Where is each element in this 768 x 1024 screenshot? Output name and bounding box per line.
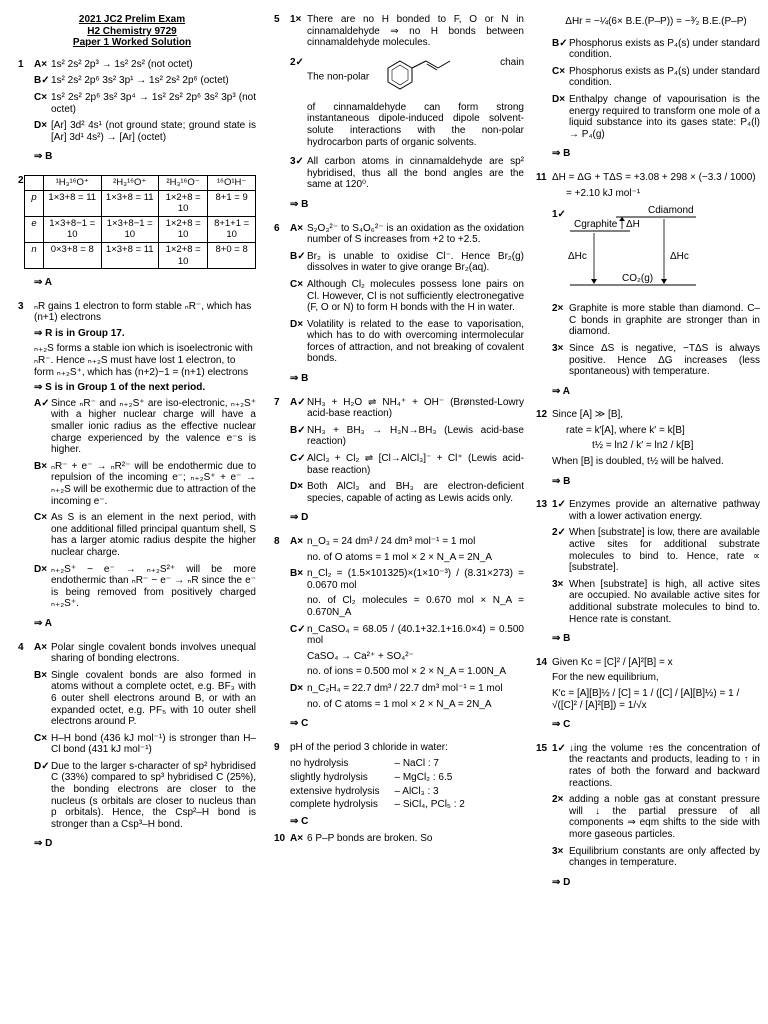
statement-text: When [substrate] is low, there are available active sites for additional substrate molecules to bind to. Hence, rate ∝ [substrate]. — [569, 527, 760, 574]
calc-line: no. of C atoms = 1 mol × 2 × N_A = 2N_A — [307, 698, 492, 710]
statement-label: 2✓ — [290, 56, 304, 68]
cinnamyl-chain-structure-icon — [372, 57, 472, 97]
table-cell: 1×3+8 = 11 — [101, 190, 159, 216]
calc-line: no. of O atoms = 1 mol × 2 × N_A = 2N_A — [307, 551, 493, 563]
option-text: 1s² 2s² 2p³ → 1s² 2s² (not octet) — [51, 58, 193, 70]
option-d — [290, 683, 524, 710]
option-label: C✓ — [290, 453, 306, 465]
statement-3 — [552, 343, 760, 378]
statement-text: ↓ing the volume ↑es the concentration of the reactants and products, leading to ↑ in rates of both the forward and backward reactions. — [569, 742, 760, 789]
statement-text: chain — [500, 56, 524, 68]
statement-label: 2× — [552, 794, 564, 806]
question-12 — [534, 409, 760, 487]
paragraph: When [B] is doubled, t½ will be halved. — [552, 456, 724, 468]
question-15 — [534, 743, 760, 889]
question-9 — [272, 742, 524, 828]
calc-line: no. of ions = 0.500 mol × 2 × N_A = 1.00N_A — [307, 666, 507, 678]
row-label: e — [25, 216, 44, 242]
answer: ⇒ A — [552, 385, 571, 397]
statement-2 — [552, 794, 760, 840]
question-4 — [8, 642, 256, 851]
statement-label: 3× — [552, 578, 564, 590]
option-text: NH₃ + H₂O ⇌ NH₄⁺ + OH⁻ (Brønsted-Lowry acid-base reaction) — [307, 396, 524, 420]
table-cell: – NaCl : 7 — [394, 758, 439, 770]
option-a — [34, 59, 256, 71]
statement-label: 1✓ — [552, 742, 566, 754]
question-8 — [272, 536, 524, 730]
answer: ⇒ B — [552, 148, 571, 160]
option-text: Since ₙR⁻ and ₙ₊₂S⁺ are iso-electronic, ₙ₊₂S⁺ with a higher nuclear charge will have a smaller ionic radius as the effective nuclear charge experienced by the valence e⁻s is higher. — [51, 397, 256, 456]
statement-1 — [552, 743, 760, 789]
option-d — [290, 481, 524, 504]
question-13 — [534, 499, 760, 645]
question-number: 10 — [274, 833, 286, 845]
option-d — [34, 120, 256, 143]
option-label: C× — [290, 278, 304, 290]
option-label: A× — [290, 536, 304, 547]
table-header-cell: ¹H₃¹⁶O⁺ — [44, 175, 102, 190]
option-label: C× — [34, 732, 48, 744]
option-c — [34, 512, 256, 558]
option-d — [34, 564, 256, 610]
table-row — [25, 216, 256, 242]
option-text: 1s² 2s² 2p⁶ 3s² 3p⁴ → 1s² 2s² 2p⁶ 3s² 3p³ (not octet) — [51, 91, 256, 115]
question-5 — [272, 14, 524, 211]
equation: Given Kc = [C]² / [A]²[B] = x — [552, 656, 673, 668]
document-header — [8, 14, 256, 49]
statement-label: 3× — [552, 342, 564, 354]
answer: ⇒ B — [552, 633, 571, 645]
table-cell: 1×2+8 = 10 — [159, 216, 208, 242]
column-middle — [272, 14, 524, 851]
option-text: Volatility is related to the ease to vaporisation, which has to do with overcoming intermolecular forces of attraction, and not breaking of covalent bonds. — [307, 318, 524, 365]
question-number: 8 — [274, 536, 280, 547]
statement-text: Enzymes provide an alternative pathway with a lower activation energy. — [569, 499, 760, 522]
option-label: D× — [34, 120, 48, 132]
question-10 — [272, 833, 524, 845]
co2-label: CO₂(g) — [622, 273, 654, 285]
option-label: D× — [34, 563, 48, 575]
statement-label: 1✓ — [552, 499, 566, 511]
table-cell: 1×3+8 = 11 — [44, 190, 102, 216]
option-label: D× — [552, 93, 566, 105]
option-label: A✓ — [290, 396, 306, 408]
diamond-label: Cdiamond — [648, 205, 694, 217]
option-c — [552, 66, 760, 89]
option-label: D✓ — [34, 760, 50, 772]
column-right — [534, 14, 760, 894]
option-label: A✓ — [34, 397, 50, 409]
option-a — [290, 223, 524, 246]
answer: ⇒ D — [290, 512, 309, 524]
statement-text: There are no H bonded to F, O or N in cinnamaldehyde ⇒ no H bonds between cinnamaldehyde molecules. — [307, 14, 524, 49]
option-c — [34, 92, 256, 115]
equation: ΔH = ΔG + TΔS = +3.08 + 298 × (−3.3 / 1000) — [552, 171, 756, 183]
table-row — [25, 190, 256, 216]
table-header-cell: ²H₃¹⁶O⁺ — [101, 175, 159, 190]
table-cell: no hydrolysis — [290, 758, 349, 770]
option-c — [290, 279, 524, 314]
table-cell: 8+1+1 = 10 — [208, 216, 256, 242]
paragraph: Since [A] ≫ [B], — [552, 409, 624, 421]
particle-count-table — [24, 175, 256, 269]
paragraph: ⇒ S is in Group 1 of the next period. — [34, 382, 206, 394]
statement-2 — [290, 57, 524, 97]
option-label: A× — [34, 641, 48, 653]
answer: ⇒ B — [34, 151, 53, 163]
answer: ⇒ C — [552, 719, 571, 731]
row-label: p — [25, 190, 44, 216]
option-b — [290, 568, 524, 618]
table-cell: – SiCl₄, PCl₅ : 2 — [394, 799, 465, 811]
option-c — [290, 453, 524, 476]
answer: ⇒ D — [552, 876, 571, 888]
calc-line: no. of Cl₂ molecules = 0.670 mol × N_A = 0.670N_A — [307, 595, 524, 618]
delta-hc-label: ΔHc — [670, 251, 689, 263]
equation: ΔHr = −¼(6× B.E.(P–P)) = −³⁄₂ B.E.(P–P) — [565, 16, 747, 27]
option-label: C× — [552, 65, 566, 77]
question-number: 6 — [274, 222, 280, 234]
option-label: C✓ — [290, 623, 306, 635]
equation: K′c = [A][B]½ / [C] = 1 / ([C] / [A][B]½) = 1 / √([C]² / [A]²[B]) = 1/√x — [552, 687, 740, 711]
calc-line: n_Cl₂ = (1.5×101325)×(1×10⁻³) / (8.31×273) = 0.0670 mol — [307, 568, 524, 591]
question-number: 14 — [536, 656, 548, 668]
option-c — [290, 624, 524, 678]
option-a — [290, 397, 524, 420]
statement-3 — [290, 156, 524, 191]
question-number: 9 — [274, 741, 280, 753]
option-a — [34, 642, 256, 665]
paragraph: ⇒ R is in Group 17. — [34, 327, 125, 339]
option-a — [290, 536, 524, 563]
option-label: A× — [290, 833, 304, 845]
table-row — [290, 785, 466, 799]
statement-text: All carbon atoms in cinnamaldehyde are sp² hybridised, thus all the bond angles are the same at 120⁰. — [307, 156, 524, 191]
question-number: 11 — [536, 171, 547, 183]
row-label: n — [25, 242, 44, 268]
question-number: 15 — [536, 742, 548, 754]
option-b — [290, 425, 524, 448]
option-label: A× — [290, 222, 304, 234]
option-text: AlCl₃ + Cl₂ ⇌ [Cl→AlCl₃]⁻ + Cl⁺ (Lewis acid-base reaction) — [307, 453, 524, 476]
table-cell: slightly hydrolysis — [290, 771, 368, 783]
paragraph: ₙR gains 1 electron to form stable ₙR⁻, which has (n+1) electrons — [34, 300, 252, 324]
table-cell: – AlCl₃ : 3 — [394, 785, 439, 797]
answer: ⇒ C — [290, 815, 309, 827]
option-text: NH₃ + BH₃ → H₃N→BH₃ (Lewis acid-base reaction) — [307, 424, 524, 448]
table-cell: 1×3+8 = 11 — [101, 242, 159, 268]
statement-label: 3✓ — [290, 156, 304, 168]
option-label: D× — [290, 481, 304, 493]
statement-text: adding a noble gas at constant pressure will ↓ the partial pressure of all components ⇒ eqm shifts to the side with more gaseous particles. — [569, 794, 760, 840]
statement-2-continued — [290, 102, 524, 148]
table-cell: 8+0 = 8 — [208, 242, 256, 268]
statement-text: Graphite is more stable than diamond. C–C bonds in graphite are stronger than in diamond. — [569, 303, 760, 338]
option-text: 6 P–P bonds are broken. So — [307, 833, 433, 845]
option-text: S₂O₃²⁻ to S₄O₆²⁻ is an oxidation as the oxidation number of S increases from +2 to +2.5. — [307, 222, 524, 246]
statement-3 — [552, 846, 760, 869]
option-label: C× — [34, 91, 48, 103]
option-text: Phosphorus exists as P₄(s) under standard condition. — [569, 65, 760, 89]
option-label: B✓ — [290, 424, 306, 436]
table-cell: 1×3+8−1 = 10 — [101, 216, 159, 242]
option-a — [290, 833, 524, 845]
statement-label: 2× — [552, 303, 564, 315]
option-b — [34, 461, 256, 507]
table-row — [25, 242, 256, 268]
question-11 — [534, 172, 760, 397]
question-number: 12 — [536, 409, 548, 421]
calc-line: n_O₃ = 24 dm³ / 24 dm³ mol⁻¹ = 1 mol — [307, 536, 476, 547]
option-d — [290, 319, 524, 365]
graphite-label: Cgraphite — [574, 219, 618, 231]
option-text: Both AlCl₃ and BH₃ are electron-deficient species, capable of acting as Lewis acids only. — [307, 481, 524, 504]
option-text: Enthalpy change of vapourisation is the energy required to transform one mole of a liquid substance into its gases state: P₄(l) → P₄(g) — [569, 93, 760, 140]
statement-2 — [552, 303, 760, 338]
question-2 — [8, 175, 256, 289]
table-header-row — [25, 175, 256, 190]
option-label: D× — [290, 682, 304, 694]
statement-1 — [552, 499, 760, 522]
statement-text: When [substrate] is high, all active sites are occupied. No available active sites for additional substrate molecules to bind to. Hence rate is constant. — [569, 578, 760, 625]
table-cell: complete hydrolysis — [290, 799, 378, 811]
column-left — [8, 14, 256, 862]
statement-label: 1✓ — [552, 209, 566, 221]
answer: ⇒ B — [290, 198, 309, 210]
option-label: D× — [290, 318, 304, 330]
statement-label: 1× — [290, 14, 302, 25]
table-cell: 0×3+8 = 8 — [44, 242, 102, 268]
delta-h-label: ΔH — [626, 219, 640, 231]
question-number: 3 — [18, 300, 24, 312]
equation: = +2.10 kJ mol⁻¹ — [566, 187, 641, 199]
option-label: B× — [34, 669, 48, 681]
option-text: [Ar] 3d² 4s¹ (not ground state; ground state is [Ar] 3d¹ 4s²) → [Ar] (octet) — [51, 120, 256, 143]
header-line-3: Paper 1 Worked Solution — [72, 37, 192, 49]
option-text: ₙ₊₂S⁺ − e⁻ → ₙ₊₂S²⁺ will be more endothermic than ₙR⁻ − e⁻ → ₙR since the e⁻ is being removed from positively charged ₙ₊₂S⁺. — [51, 563, 256, 610]
statement-1 — [552, 205, 760, 297]
table-row — [290, 798, 466, 812]
option-text: Phosphorus exists as P₄(s) under standard condition. — [569, 37, 760, 61]
table-header-cell: ¹⁶O¹H⁻ — [208, 175, 256, 190]
option-label: C× — [34, 512, 48, 524]
question-number: 5 — [274, 14, 280, 25]
header-line-2: H2 Chemistry 9729 — [87, 25, 177, 37]
table-cell: 1×2+8 = 10 — [159, 242, 208, 268]
option-b — [290, 251, 524, 274]
table-cell: 1×3+8−1 = 10 — [44, 216, 102, 242]
statement-label: 3× — [552, 845, 564, 857]
header-line-1: 2021 JC2 Prelim Exam — [78, 14, 186, 25]
question-number: 13 — [536, 499, 548, 511]
table-cell: extensive hydrolysis — [290, 785, 380, 797]
answer: ⇒ B — [552, 475, 571, 487]
question-14 — [534, 657, 760, 731]
calc-line: n_C₂H₄ = 22.7 dm³ / 22.7 dm³ mol⁻¹ = 1 mol — [307, 682, 503, 694]
table-cell: 8+1 = 9 — [208, 190, 256, 216]
option-text: Br₂ is unable to oxidise Cl⁻. Hence Br₂(g) dissolves in water to give orange Br₂(aq). — [307, 250, 524, 274]
option-text: As S is an element in the next period, with one additional filled principal quantum shell, S has a larger atomic radius despite the higher nuclear charge. — [51, 512, 256, 558]
paragraph: pH of the period 3 chloride in water: — [290, 741, 448, 753]
paragraph: For the new equilibrium, — [552, 672, 659, 684]
table-cell: 1×2+8 = 10 — [159, 190, 208, 216]
delta-hc-label: ΔHc — [568, 251, 587, 263]
answer: ⇒ B — [290, 373, 309, 385]
statement-2 — [552, 527, 760, 573]
answer: ⇒ A — [34, 277, 53, 289]
option-text: Polar single covalent bonds involves unequal sharing of bonding electrons. — [51, 641, 256, 665]
table-header-cell — [25, 175, 44, 190]
question-number: 4 — [18, 641, 24, 653]
statement-text: Since ΔS is negative, −TΔS is always positive. Hence ΔG increases (less spontaneous) with temperature. — [569, 342, 760, 378]
question-10-continued — [534, 16, 760, 160]
question-3 — [8, 301, 256, 630]
option-d — [34, 761, 256, 831]
answer: ⇒ D — [34, 838, 53, 850]
option-b — [34, 75, 256, 87]
option-label: B× — [34, 460, 48, 472]
question-1 — [8, 59, 256, 163]
option-text: Due to the larger s-character of sp² hybridised C (33%) compared to sp³ hybridised C (25%), the bonding electrons are closer to the nucleus (s orbitals are closer to nucleus than p orbitals). Hence, the Csp²–H bond is stronger than a Csp³–H bond. — [51, 760, 256, 830]
statement-3 — [552, 579, 760, 625]
paragraph: ₙ₊₂S forms a stable ion which is isoelectronic with ₙR⁻. Hence ₙ₊₂S must have lost 1 electron, to form ₙ₊₂S⁺, which has (n+2)−1 = (n+1) electrons — [34, 343, 253, 378]
question-number: 7 — [274, 396, 280, 408]
question-7 — [272, 397, 524, 524]
question-number: 2 — [18, 174, 24, 186]
option-d — [552, 94, 760, 140]
option-text: H–H bond (436 kJ mol⁻¹) is stronger than H–Cl bond (431 kJ mol⁻¹) — [51, 732, 256, 756]
option-text: Although Cl₂ molecules possess lone pairs on Cl. However, Cl is not sufficiently electronegative (F, O or N) to form H bonds with the H in water. — [307, 278, 524, 314]
table-row — [290, 757, 466, 771]
option-label: A× — [34, 58, 48, 70]
option-label: B✓ — [34, 75, 50, 87]
option-a — [34, 398, 256, 456]
question-6 — [272, 223, 524, 385]
option-text: Single covalent bonds are also formed in atoms without a complete octet, e.g. BF₃ with 6 outer shell electrons around B, or with an expanded octet, e.g. PF₅ with 10 outer shell electrons around P. — [51, 669, 256, 728]
table-cell: – MgCl₂ : 6.5 — [394, 771, 453, 783]
option-b — [552, 38, 760, 61]
statement-text: of cinnamaldehyde can form strong instantaneous dipole-induced dipole solvent-solute interactions with the non-polar hydrocarbon parts of organic solvents. — [307, 101, 524, 148]
option-text: ₙR⁻ + e⁻ → ₙR²⁻ will be endothermic due to repulsion of the incoming e⁻; ₙ₊₂S⁺ + e⁻ → ₙ₊₂S will be exothermic due to attraction of the incoming e⁻. — [51, 460, 256, 507]
option-label: B× — [290, 568, 304, 580]
option-b — [34, 670, 256, 728]
table-row — [290, 771, 466, 785]
statement-text: The non-polar — [307, 71, 370, 83]
question-number: 1 — [18, 58, 24, 70]
option-label: B✓ — [290, 250, 306, 262]
statement-label: 2✓ — [552, 527, 566, 539]
calc-line: CaSO₄ → Ca²⁺ + SO₄²⁻ — [307, 650, 414, 662]
equation: rate = k′[A], where k′ = k[B] — [566, 424, 685, 436]
statement-text: Equilibrium constants are only affected by changes in temperature. — [569, 845, 760, 869]
table-header-cell: ²H₃¹⁶O⁻ — [159, 175, 208, 190]
equation: t½ = ln2 / k′ = ln2 / k[B] — [592, 440, 694, 452]
option-label: B✓ — [552, 37, 568, 49]
calc-line: n_CaSO₄ = 68.05 / (40.1+32.1+16.0×4) = 0.500 mol — [307, 623, 524, 647]
answer: ⇒ C — [290, 718, 309, 730]
option-text: 1s² 2s² 2p⁶ 3s² 3p¹ → 1s² 2s² 2p⁶ (octet) — [51, 75, 229, 87]
answer: ⇒ A — [34, 617, 53, 629]
ph-table — [290, 757, 466, 811]
option-c — [34, 733, 256, 756]
statement-1 — [290, 14, 524, 49]
